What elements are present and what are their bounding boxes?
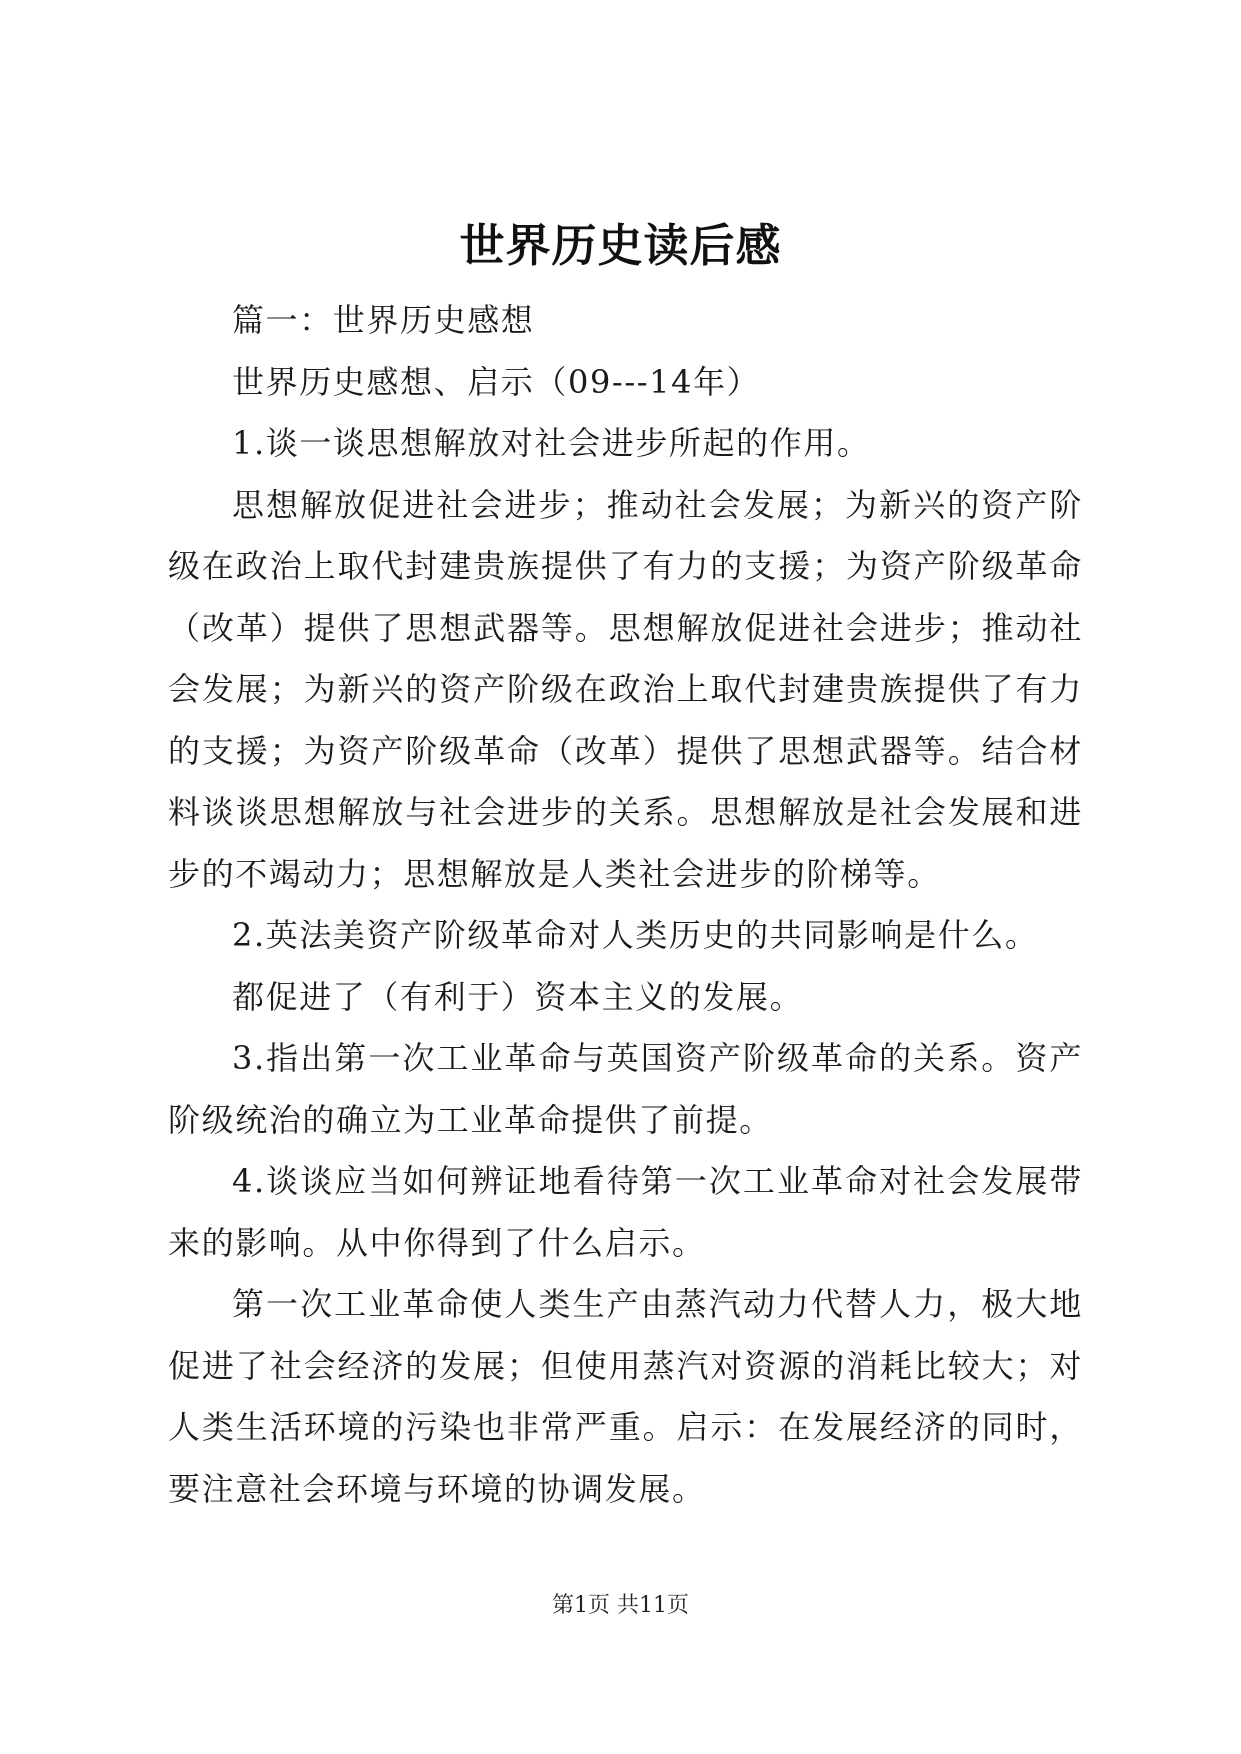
question-2: 2.英法美资产阶级革命对人类历史的共同影响是什么。 [232, 916, 1039, 954]
question-3: 3.指出第一次工业革命与英国资产阶级革命的关系。资产阶级统治的确立为工业革命提供了前提。 [168, 1039, 1083, 1139]
question-1: 1.谈一谈思想解放对社会进步所起的作用。 [232, 424, 871, 462]
section-heading: 篇一：世界历史感想 [232, 301, 535, 339]
answer-4: 第一次工业革命使人类生产由蒸汽动力代替人力，极大地促进了社会经济的发展；但使用蒸汽对资源的消耗比较大；对人类生活环境的污染也非常严重。启示：在发展经济的同时，要注意社会环境与环境的协调发展。 [168, 1285, 1083, 1508]
document-title: 世界历史读后感 [459, 219, 782, 272]
answer-1: 思想解放促进社会进步；推动社会发展；为新兴的资产阶级在政治上取代封建贵族提供了有力的支援；为资产阶级革命（改革）提供了思想武器等。思想解放促进社会进步；推动社会发展；为新兴的资产阶级在政治上取代封建贵族提供了有力的支援；为资产阶级革命（改革）提供了思想武器等。结合材料谈谈思想解放与社会进步的关系。思想解放是社会发展和进步的不竭动力；思想解放是人类社会进步的阶梯等。 [168, 485, 1083, 893]
answer-2: 都促进了（有利于）资本主义的发展。 [232, 977, 804, 1016]
question-4: 4.谈谈应当如何辨证地看待第一次工业革命对社会发展带来的影响。从中你得到了什么启示。 [168, 1162, 1083, 1262]
subtitle: 世界历史感想、启示（09---14年） [232, 362, 761, 401]
page-footer: 第1页 共11页 [552, 1593, 689, 1618]
document-body [168, 290, 1083, 1520]
